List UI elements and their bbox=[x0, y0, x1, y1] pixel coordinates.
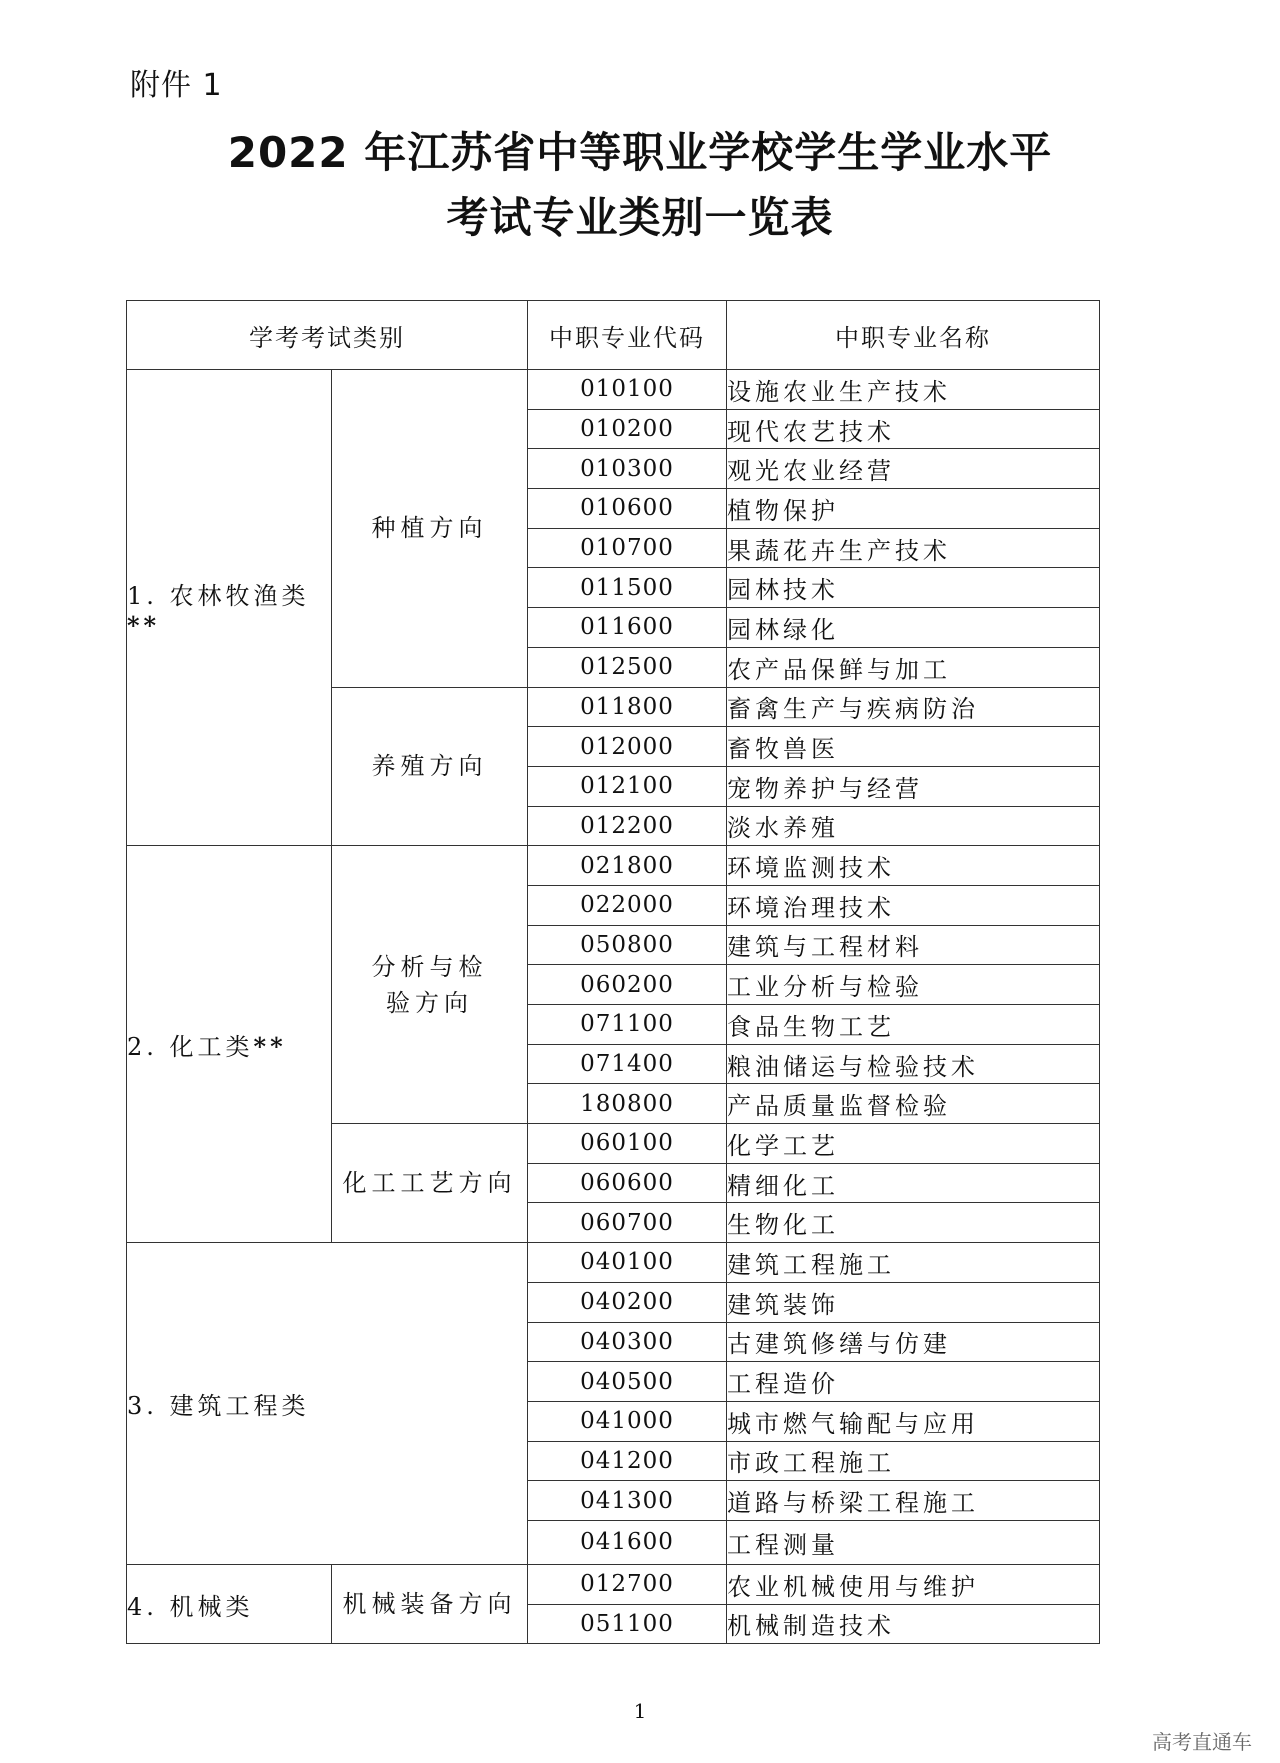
code-cell: 012200 bbox=[528, 806, 727, 846]
direction-cell: 机械装备方向 bbox=[332, 1564, 528, 1643]
code-cell: 040500 bbox=[528, 1362, 727, 1402]
name-cell: 环境治理技术 bbox=[727, 885, 1100, 925]
category-mark: ** bbox=[253, 1031, 287, 1061]
code-cell: 060200 bbox=[528, 965, 727, 1005]
name-cell: 淡水养殖 bbox=[727, 806, 1100, 846]
category-label: 1. 农林牧渔类 bbox=[127, 581, 310, 610]
category-mark: ** bbox=[127, 610, 161, 640]
code-cell: 012700 bbox=[528, 1564, 727, 1604]
code-cell: 010100 bbox=[528, 370, 727, 410]
category-label: 3. 建筑工程类 bbox=[127, 1392, 310, 1421]
name-cell: 化学工艺 bbox=[727, 1124, 1100, 1164]
code-cell: 012500 bbox=[528, 647, 727, 687]
code-cell: 060100 bbox=[528, 1124, 727, 1164]
name-cell: 生物化工 bbox=[727, 1203, 1100, 1243]
name-cell: 设施农业生产技术 bbox=[727, 370, 1100, 410]
name-cell: 农产品保鲜与加工 bbox=[727, 647, 1100, 687]
name-cell: 工业分析与检验 bbox=[727, 965, 1100, 1005]
category-cell bbox=[127, 370, 332, 846]
code-cell: 071400 bbox=[528, 1044, 727, 1084]
header-code: 中职专业代码 bbox=[528, 301, 727, 370]
category-cell bbox=[127, 846, 332, 1243]
name-cell: 食品生物工艺 bbox=[727, 1005, 1100, 1045]
name-cell: 畜牧兽医 bbox=[727, 727, 1100, 767]
name-cell: 工程造价 bbox=[727, 1362, 1100, 1402]
direction-cell: 养殖方向 bbox=[332, 687, 528, 846]
page-title-line2: 考试专业类别一览表 bbox=[446, 193, 834, 242]
code-cell: 011800 bbox=[528, 687, 727, 727]
table-row bbox=[127, 370, 1100, 410]
code-cell: 010700 bbox=[528, 528, 727, 568]
code-cell: 051100 bbox=[528, 1604, 727, 1644]
name-cell: 畜禽生产与疾病防治 bbox=[727, 687, 1100, 727]
code-cell: 040300 bbox=[528, 1322, 727, 1362]
code-cell: 012100 bbox=[528, 766, 727, 806]
code-cell: 010300 bbox=[528, 449, 727, 489]
category-label: 4. 机械类 bbox=[127, 1592, 254, 1621]
direction-cell: 种植方向 bbox=[332, 370, 528, 688]
name-cell: 建筑与工程材料 bbox=[727, 925, 1100, 965]
name-cell: 道路与桥梁工程施工 bbox=[727, 1481, 1100, 1521]
name-cell: 现代农艺技术 bbox=[727, 409, 1100, 449]
direction-cell bbox=[332, 846, 528, 1124]
code-cell: 012000 bbox=[528, 727, 727, 767]
attachment-label: 附件 1 bbox=[130, 68, 223, 103]
name-cell: 园林绿化 bbox=[727, 608, 1100, 648]
code-cell: 041000 bbox=[528, 1401, 727, 1441]
name-cell: 宠物养护与经营 bbox=[727, 766, 1100, 806]
name-cell: 果蔬花卉生产技术 bbox=[727, 528, 1100, 568]
code-cell: 060600 bbox=[528, 1163, 727, 1203]
table-header-row bbox=[127, 301, 1100, 370]
code-cell: 060700 bbox=[528, 1203, 727, 1243]
code-cell: 011500 bbox=[528, 568, 727, 608]
header-name: 中职专业名称 bbox=[727, 301, 1100, 370]
code-cell: 010200 bbox=[528, 409, 727, 449]
direction-label: 分析与检验方向 bbox=[371, 952, 488, 1017]
name-cell: 精细化工 bbox=[727, 1163, 1100, 1203]
code-cell: 021800 bbox=[528, 846, 727, 886]
name-cell: 园林技术 bbox=[727, 568, 1100, 608]
name-cell: 粮油储运与检验技术 bbox=[727, 1044, 1100, 1084]
name-cell: 建筑工程施工 bbox=[727, 1243, 1100, 1283]
category-label: 2. 化工类 bbox=[127, 1032, 254, 1061]
direction-cell: 化工工艺方向 bbox=[332, 1124, 528, 1243]
name-cell: 环境监测技术 bbox=[727, 846, 1100, 886]
name-cell: 古建筑修缮与仿建 bbox=[727, 1322, 1100, 1362]
name-cell: 市政工程施工 bbox=[727, 1441, 1100, 1481]
code-cell: 011600 bbox=[528, 608, 727, 648]
table-row bbox=[127, 846, 1100, 886]
table-row bbox=[127, 1564, 1100, 1604]
code-cell: 041300 bbox=[528, 1481, 727, 1521]
code-cell: 071100 bbox=[528, 1005, 727, 1045]
code-cell: 040200 bbox=[528, 1282, 727, 1322]
code-cell: 041600 bbox=[528, 1520, 727, 1564]
header-exam-category: 学考考试类别 bbox=[127, 301, 528, 370]
page-number: 1 bbox=[633, 1699, 647, 1723]
name-cell: 植物保护 bbox=[727, 489, 1100, 529]
code-cell: 041200 bbox=[528, 1441, 727, 1481]
table-row bbox=[127, 1243, 1100, 1283]
code-cell: 050800 bbox=[528, 925, 727, 965]
name-cell: 建筑装饰 bbox=[727, 1282, 1100, 1322]
name-cell: 城市燃气输配与应用 bbox=[727, 1401, 1100, 1441]
watermark: 高考直通车 bbox=[1152, 1730, 1252, 1754]
category-cell bbox=[127, 1564, 332, 1643]
page-title-line1: 2022 年江苏省中等职业学校学生学业水平 bbox=[227, 128, 1053, 177]
code-cell: 022000 bbox=[528, 885, 727, 925]
specialty-table bbox=[126, 300, 1100, 1644]
name-cell: 产品质量监督检验 bbox=[727, 1084, 1100, 1124]
name-cell: 观光农业经营 bbox=[727, 449, 1100, 489]
code-cell: 180800 bbox=[528, 1084, 727, 1124]
name-cell: 机械制造技术 bbox=[727, 1604, 1100, 1644]
category-cell bbox=[127, 1243, 528, 1565]
code-cell: 010600 bbox=[528, 489, 727, 529]
name-cell: 工程测量 bbox=[727, 1520, 1100, 1564]
code-cell: 040100 bbox=[528, 1243, 727, 1283]
name-cell: 农业机械使用与维护 bbox=[727, 1564, 1100, 1604]
